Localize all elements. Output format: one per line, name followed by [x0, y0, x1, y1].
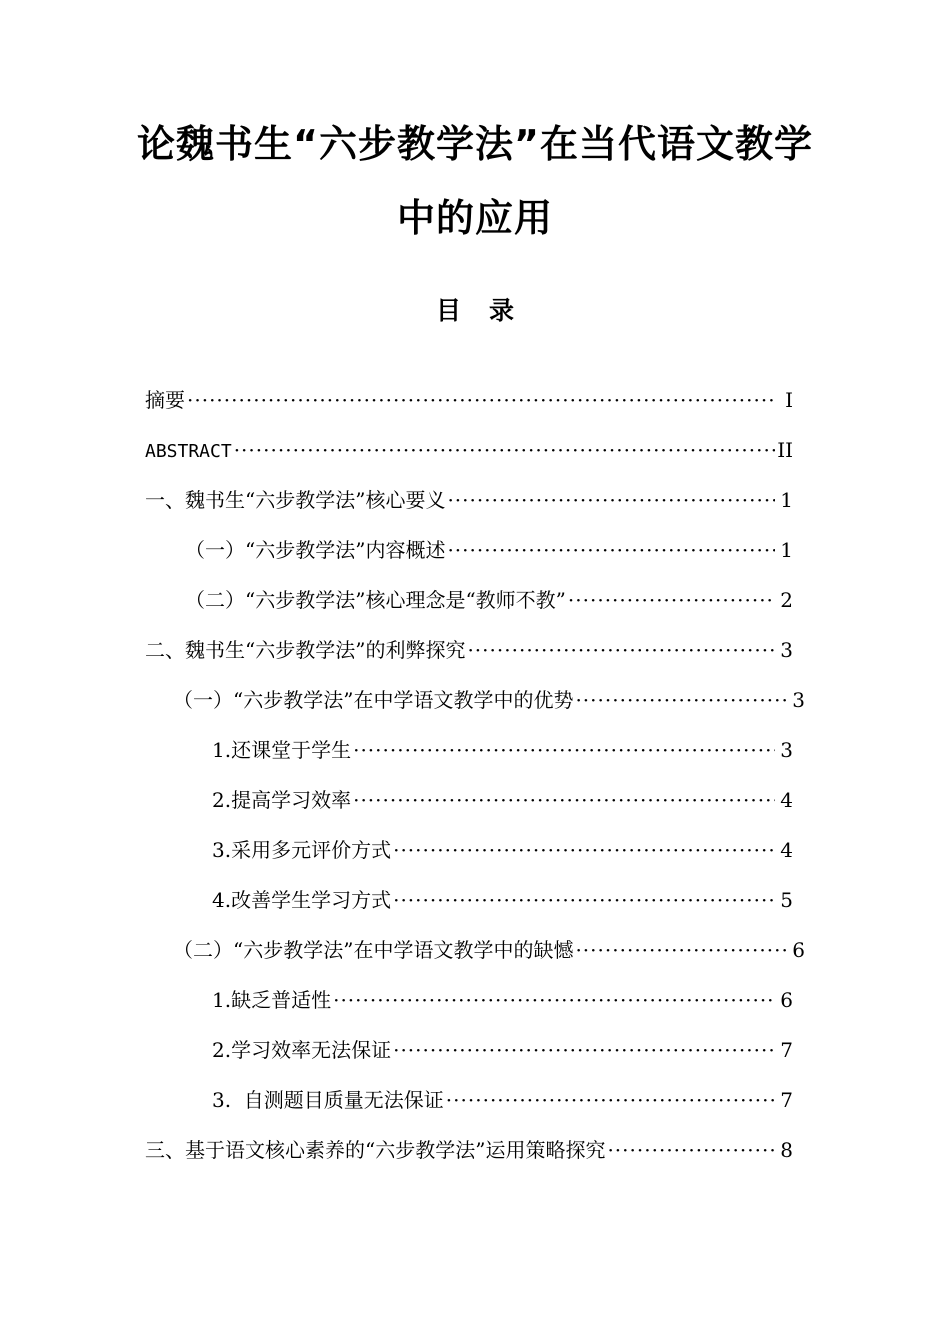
toc-dot-leader: [447, 485, 775, 515]
toc-dot-leader: [187, 385, 775, 415]
toc-entry-section-1-2[interactable]: [185, 585, 793, 615]
toc-entry-label: （二）“六步教学法”在中学语文教学中的缺憾: [173, 938, 574, 962]
toc-entry-page: 3: [780, 638, 793, 662]
toc-entry-page: 7: [780, 1038, 793, 1062]
toc-entry-label: 2.提高学习效率: [212, 788, 352, 812]
toc-entry-label: 1.还课堂于学生: [212, 738, 352, 762]
toc-entry-section-2-2-2[interactable]: [212, 1035, 793, 1065]
toc-entry-page: 3: [792, 688, 805, 712]
toc-dot-leader: [353, 735, 775, 765]
toc-dot-leader: [467, 635, 775, 665]
toc-entry-page: 1: [780, 538, 793, 562]
toc-entry-page: 4: [780, 788, 793, 812]
toc-entry-abstract-cn[interactable]: [145, 385, 793, 415]
toc-entry-section-1[interactable]: [145, 485, 793, 515]
toc-entry-label: 2.学习效率无法保证: [212, 1038, 392, 1062]
toc-entry-label: 摘要: [145, 388, 185, 412]
toc-entry-label: 一、魏书生“六步教学法”核心要义: [145, 488, 446, 512]
toc-entry-page: 3: [780, 738, 793, 762]
toc-entry-section-2-1-2[interactable]: [212, 785, 793, 815]
toc-entry-page: 1: [780, 488, 793, 512]
toc-entry-page: 6: [792, 938, 805, 962]
toc-entry-label: 3. 自测题目质量无法保证: [212, 1088, 444, 1112]
toc-entry-label: （二）“六步教学法”核心理念是“教师不教”: [185, 588, 566, 612]
toc-entry-page: 2: [780, 588, 793, 612]
toc-dot-leader: [353, 785, 775, 815]
toc-entry-section-2-2[interactable]: [173, 935, 805, 965]
toc-entry-section-2-2-1[interactable]: [212, 985, 793, 1015]
toc-entry-label: ABSTRACT: [145, 441, 232, 462]
toc-entry-page: 7: [780, 1088, 793, 1112]
toc-entry-section-2-1-3[interactable]: [212, 835, 793, 865]
toc-entry-page: 4: [780, 838, 793, 862]
toc-entry-abstract-en[interactable]: [145, 435, 793, 465]
toc-dot-leader: [393, 835, 775, 865]
toc-entry-label: 二、魏书生“六步教学法”的利弊探究: [145, 638, 466, 662]
toc-entry-section-2-1-1[interactable]: [212, 735, 793, 765]
toc-dot-leader: [446, 1085, 775, 1115]
toc-dot-leader: [568, 585, 775, 615]
toc-entry-label: 三、基于语文核心素养的“六步教学法”运用策略探究: [145, 1138, 606, 1162]
toc-dot-leader: [575, 935, 787, 965]
toc-dot-leader: [333, 985, 775, 1015]
toc-dot-leader: [393, 885, 775, 915]
toc-entry-label: （一）“六步教学法”内容概述: [185, 538, 446, 562]
toc-entry-page: Ⅰ: [785, 388, 793, 412]
toc-entry-section-2-2-3[interactable]: [212, 1085, 793, 1115]
toc-entry-section-2-1[interactable]: [173, 685, 805, 715]
toc-entry-section-2[interactable]: [145, 635, 793, 665]
toc-dot-leader: [575, 685, 787, 715]
toc-entry-label: 4.改善学生学习方式: [212, 888, 392, 912]
toc-entry-section-3[interactable]: [145, 1135, 793, 1165]
toc-entry-page: II: [777, 438, 793, 462]
document-title-line-1: 论魏书生“六步教学法”在当代语文教学: [137, 122, 813, 166]
toc-entry-section-1-1[interactable]: [185, 535, 793, 565]
document-title-line-2: 中的应用: [396, 196, 553, 240]
toc-entry-page: 5: [780, 888, 793, 912]
toc-entry-page: 8: [780, 1138, 793, 1162]
toc-entry-label: 1.缺乏普适性: [212, 988, 332, 1012]
toc-dot-leader: [607, 1135, 775, 1165]
toc-dot-leader: [447, 535, 775, 565]
toc-entry-section-2-1-4[interactable]: [212, 885, 793, 915]
toc-entry-label: （一）“六步教学法”在中学语文教学中的优势: [173, 688, 574, 712]
toc-dot-leader: [234, 435, 775, 465]
toc-entry-page: 6: [780, 988, 793, 1012]
toc-dot-leader: [393, 1035, 775, 1065]
toc-entry-label: 3.采用多元评价方式: [212, 838, 392, 862]
toc-heading: 目录: [435, 296, 542, 325]
